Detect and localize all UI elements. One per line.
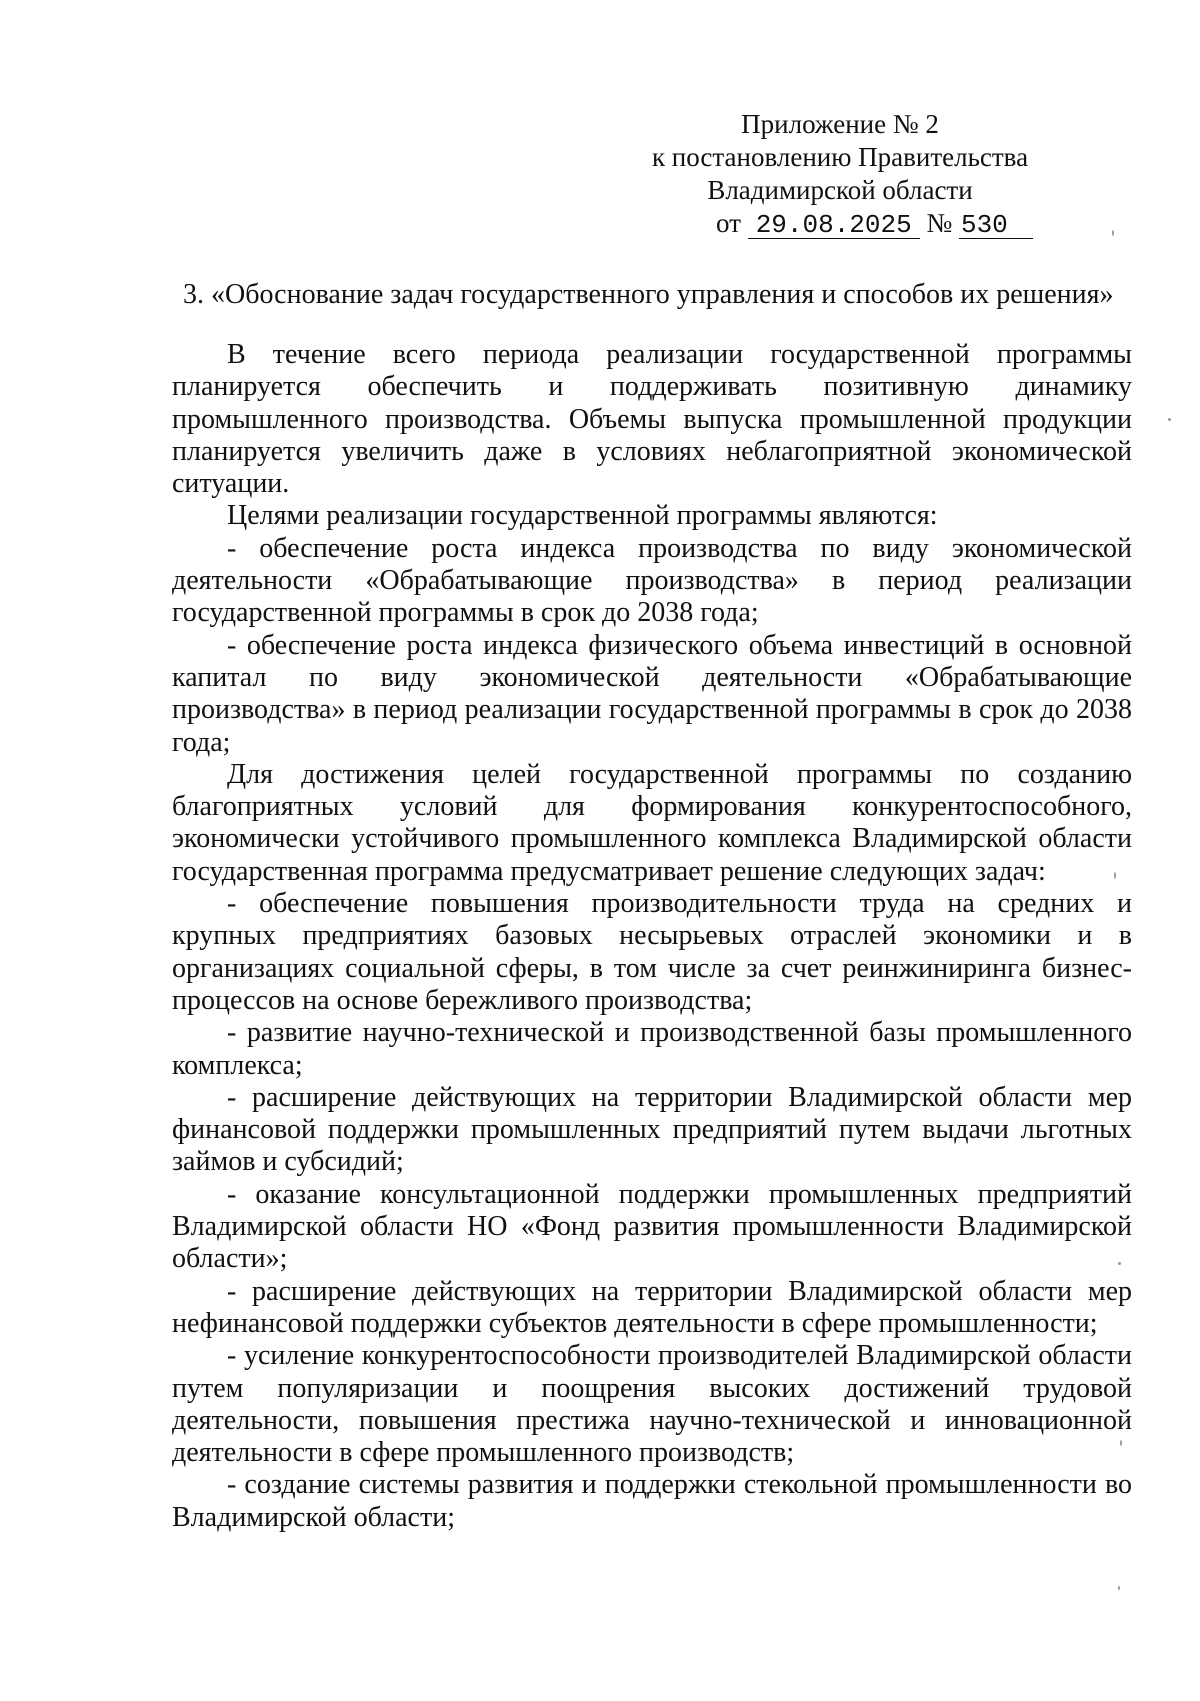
section-heading: 3. «Обоснование задач государственного управления и способов их решения» [183,279,1114,310]
scan-speck [1168,418,1171,421]
resolution-date: 29.08.2025 [748,212,920,239]
appendix-region: Владимирской области [707,175,973,205]
list-item-task: - развитие научно-технической и производственной базы промышленного комплекса; [172,1017,1132,1081]
document-body [172,339,1132,1534]
list-item-goal: - обеспечение роста индекса производства по виду экономической деятельности «Обрабатывающие производства» в период реализации государственной программы в срок до 2038 года; [172,532,1132,629]
paragraph-goals-lead: Целями реализации государственной программы являются: [227,500,938,532]
appendix-header [600,108,1080,240]
scan-speck [1118,1262,1121,1265]
paragraph-tasks-lead: Для достижения целей государственной программы по созданию благоприятных условий для формирования конкурентоспособного, экономически устойчивого промышленного комплекса Владимирской области государственная программа предусматривает решение следующих задач: [172,758,1132,887]
list-item-task: - оказание консультационной поддержки промышленных предприятий Владимирской области НО «Фонд развития промышленности Владимирской области»; [172,1178,1132,1275]
list-item-task: - усиление конкурентоспособности производителей Владимирской области путем популяризации и поощрения высоких достижений трудовой деятельности, повышения престижа научно-технической и инновационной деятельности в сфере промышленного производств; [172,1340,1132,1469]
scan-speck [1118,1586,1120,1590]
appendix-title: Приложение № 2 [741,109,939,139]
list-item-task: - расширение действующих на территории Владимирской области мер нефинансовой поддержки субъектов деятельности в сфере промышленности; [172,1275,1132,1339]
list-item-goal: - обеспечение роста индекса физического объема инвестиций в основной капитал по виду экономической деятельности «Обрабатывающие производства» в период реализации государственной программы в срок до 2038 года; [172,629,1132,758]
list-item-task: - обеспечение повышения производительности труда на средних и крупных предприятиях базовых несырьевых отраслей экономики и в организациях социальной сферы, в том числе за счет реинжиниринга бизнес-процессов на основе бережливого производства; [172,888,1132,1016]
scan-speck [1114,872,1116,879]
appendix-date-line [600,207,1080,240]
resolution-number: 530 [959,212,1033,239]
number-prefix: № [926,208,953,238]
list-item-task: - расширение действующих на территории Владимирской области мер финансовой поддержки промышленных предприятий путем выдачи льготных займов и субсидий; [172,1081,1132,1178]
date-prefix: от [716,208,741,238]
appendix-resolution-ref: к постановлению Правительства [651,142,1029,172]
list-item-task: - создание системы развития и поддержки стекольной промышленности во Владимирской области; [172,1469,1132,1533]
paragraph-intro: В течение всего периода реализации государственной программы планируется обеспечить и поддерживать позитивную динамику промышленного производства. Объемы выпуска промышленной продукции планируется увеличить даже в условиях неблагоприятной экономической ситуации. [172,339,1132,500]
scan-speck [1112,230,1114,236]
scan-speck [1120,1440,1122,1446]
